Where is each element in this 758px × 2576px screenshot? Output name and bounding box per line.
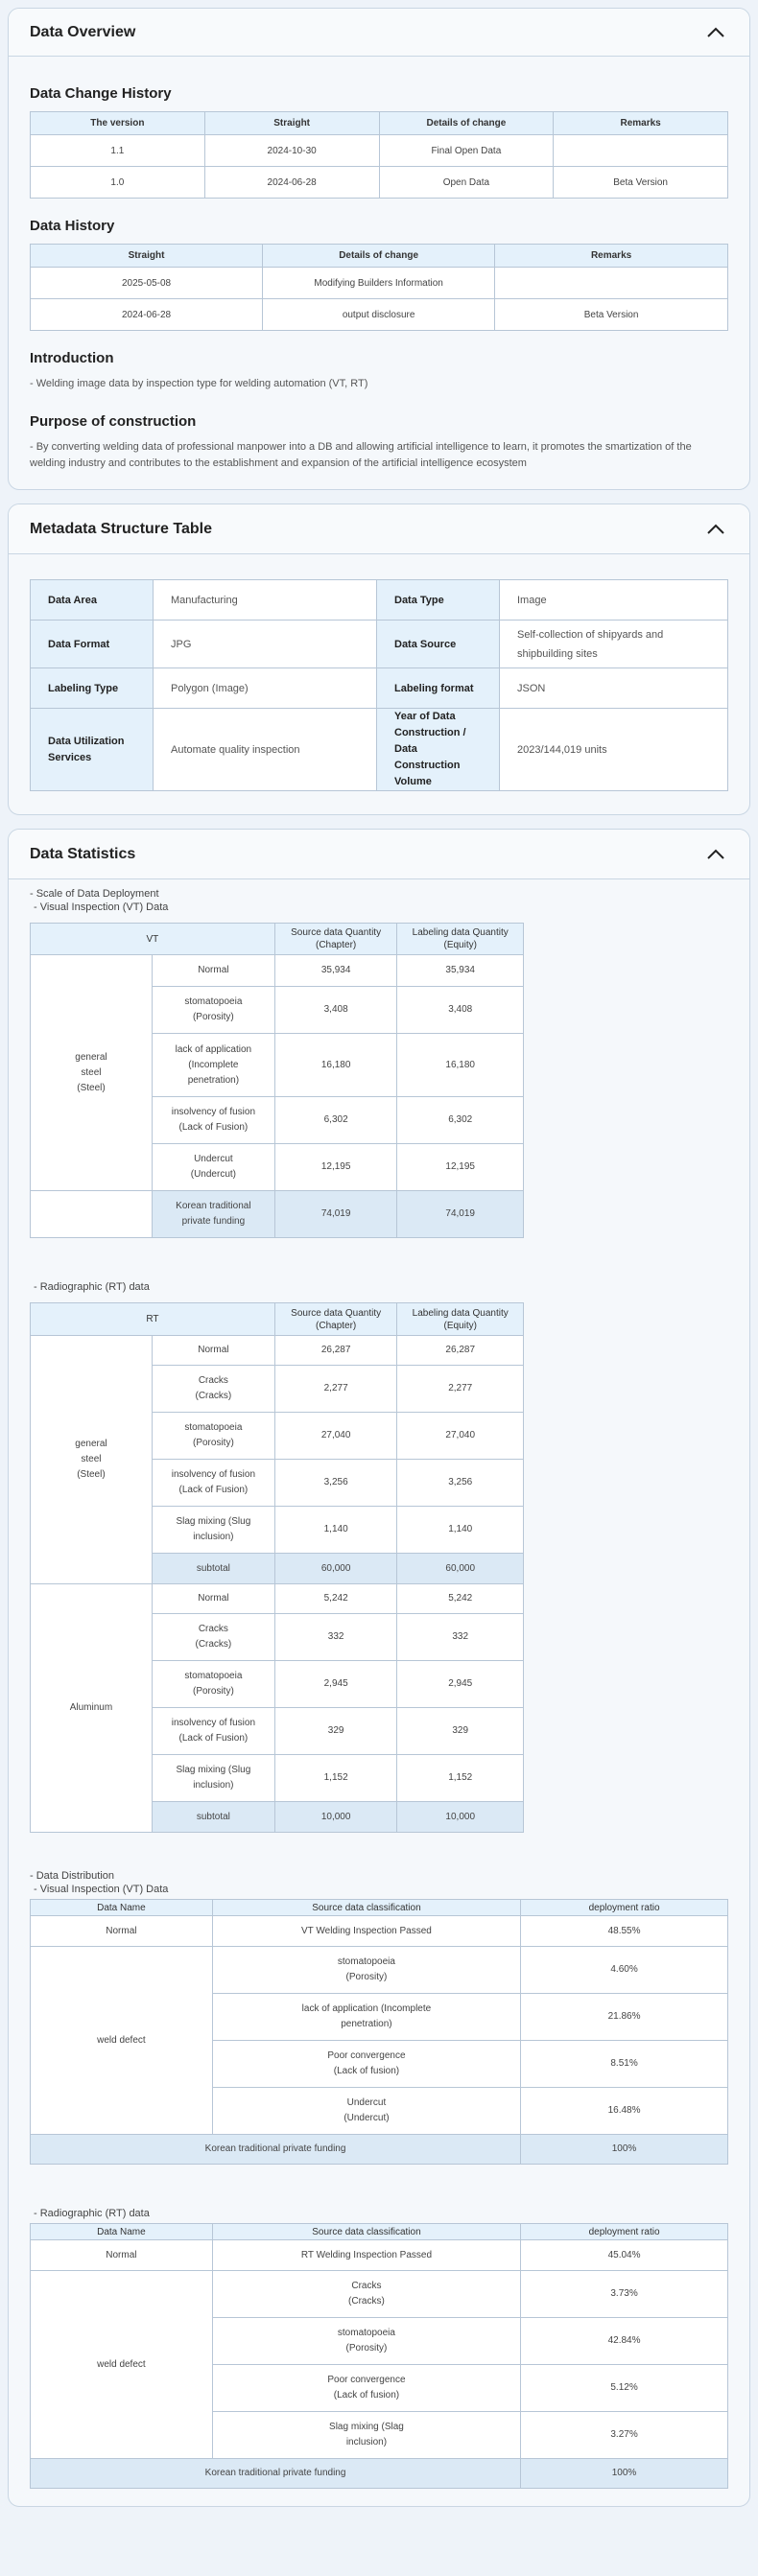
classification-cell: Undercut (Undercut) [212, 2088, 520, 2135]
value-cell: 5,242 [274, 1584, 397, 1614]
panel-title: Data Overview [30, 23, 136, 40]
table-row [31, 2271, 728, 2318]
metadata-table [30, 579, 728, 791]
category-cell: Slag mixing (Slug inclusion) [152, 1755, 274, 1802]
column-header: The version [31, 112, 205, 135]
value-cell: 2,277 [397, 1366, 524, 1413]
ratio-cell: 3.27% [521, 2412, 728, 2459]
meta-value: Polygon (Image) [154, 668, 377, 709]
column-header: VT [31, 924, 275, 955]
category-cell: Cracks (Cracks) [152, 1614, 274, 1661]
total-value: 100% [521, 2135, 728, 2165]
classification-cell: Poor convergence (Lack of fusion) [212, 2365, 520, 2412]
ratio-cell: 3.73% [521, 2271, 728, 2318]
meta-key: Year of Data Construction / Data Construction Volume [377, 709, 500, 791]
data-name-cell: weld defect [31, 2271, 213, 2459]
classification-cell: Slag mixing (Slag inclusion) [212, 2412, 520, 2459]
chevron-up-icon[interactable] [703, 20, 728, 45]
total-row [31, 2135, 728, 2165]
value-cell: 16,180 [397, 1034, 524, 1097]
category-cell: lack of application (Incomplete penetration) [152, 1034, 274, 1097]
table-row [31, 955, 524, 987]
section-title: Data Change History [30, 85, 172, 102]
value-cell: 6,302 [397, 1097, 524, 1144]
rt-distribution-table [30, 2223, 728, 2489]
ratio-cell: 45.04% [521, 2240, 728, 2271]
table-row [31, 2240, 728, 2271]
table-row [31, 299, 728, 331]
category-cell: Normal [152, 1336, 274, 1366]
value-cell: 27,040 [274, 1413, 397, 1460]
subtotal-value: 60,000 [274, 1554, 397, 1584]
section-title: Introduction [30, 350, 114, 366]
statistics-header[interactable] [9, 830, 749, 879]
total-row [31, 1191, 524, 1238]
total-value: 74,019 [397, 1191, 524, 1238]
value-cell: 26,287 [397, 1336, 524, 1366]
vt-dist-label: - Visual Inspection (VT) Data [34, 1884, 169, 1895]
table-cell: Final Open Data [379, 135, 554, 167]
column-header: RT [31, 1303, 275, 1336]
category-cell: stomatopoeia (Porosity) [152, 987, 274, 1034]
ratio-cell: 16.48% [521, 2088, 728, 2135]
meta-value: 2023/144,019 units [500, 709, 728, 791]
classification-cell: stomatopoeia (Porosity) [212, 1947, 520, 1994]
column-header: Source data classification [212, 1900, 520, 1916]
table-cell: Beta Version [495, 299, 728, 331]
table-cell: 1.0 [31, 167, 205, 199]
purpose-text: - By converting welding data of professional manpower into a DB and allowing artificial intelligence to learn, it promotes the smartization of the welding industry and contributes to the establishment and expansion of the artificial intelligence ecosystem [30, 441, 692, 469]
value-cell: 2,277 [274, 1366, 397, 1413]
table-row [31, 621, 728, 668]
category-cell: Normal [152, 1584, 274, 1614]
category-cell: stomatopoeia (Porosity) [152, 1413, 274, 1460]
table-row [31, 580, 728, 621]
table-row [31, 1336, 524, 1366]
statistics-panel [8, 829, 750, 2507]
category-cell: Cracks (Cracks) [152, 1366, 274, 1413]
ratio-cell: 21.86% [521, 1994, 728, 2041]
value-cell: 1,140 [274, 1507, 397, 1554]
value-cell: 2,945 [274, 1661, 397, 1708]
table-row [31, 1916, 728, 1947]
data-history-table [30, 244, 728, 331]
column-header: Labeling data Quantity (Equity) [397, 924, 524, 955]
subtotal-value: 10,000 [397, 1802, 524, 1833]
total-label: Korean traditional private funding [31, 2135, 521, 2165]
section-title: Purpose of construction [30, 413, 197, 430]
category-cell: stomatopoeia (Porosity) [152, 1661, 274, 1708]
value-cell: 35,934 [274, 955, 397, 987]
ratio-cell: 42.84% [521, 2318, 728, 2365]
meta-value: Image [500, 580, 728, 621]
table-cell: 2024-06-28 [204, 167, 379, 199]
vt-distribution-table [30, 1899, 728, 2165]
value-cell: 329 [274, 1708, 397, 1755]
classification-cell: VT Welding Inspection Passed [212, 1916, 520, 1947]
value-cell: 3,256 [274, 1460, 397, 1507]
table-cell [554, 135, 728, 167]
data-name-cell: Normal [31, 1916, 213, 1947]
table-row [31, 1584, 524, 1614]
group-cell: Aluminum [31, 1584, 153, 1833]
rt-scale-label: - Radiographic (RT) data [34, 1281, 150, 1293]
data-overview-header[interactable] [9, 9, 749, 57]
meta-value: JSON [500, 668, 728, 709]
classification-cell: RT Welding Inspection Passed [212, 2240, 520, 2271]
category-cell: insolvency of fusion (Lack of Fusion) [152, 1708, 274, 1755]
change-history-table [30, 111, 728, 199]
vt-scale-label: - Visual Inspection (VT) Data [34, 902, 169, 913]
category-cell: insolvency of fusion (Lack of Fusion) [152, 1097, 274, 1144]
meta-value: Manufacturing [154, 580, 377, 621]
value-cell: 1,152 [274, 1755, 397, 1802]
column-header: deployment ratio [521, 2224, 728, 2240]
value-cell: 6,302 [274, 1097, 397, 1144]
classification-cell: lack of application (Incomplete penetration) [212, 1994, 520, 2041]
classification-cell: Cracks (Cracks) [212, 2271, 520, 2318]
classification-cell: Poor convergence (Lack of fusion) [212, 2041, 520, 2088]
classification-cell: stomatopoeia (Porosity) [212, 2318, 520, 2365]
table-cell: output disclosure [263, 299, 495, 331]
meta-value: Automate quality inspection [154, 709, 377, 791]
value-cell: 332 [274, 1614, 397, 1661]
table-row [31, 668, 728, 709]
column-header: Source data Quantity (Chapter) [274, 1303, 397, 1336]
meta-key: Labeling Type [31, 668, 154, 709]
meta-key: Data Type [377, 580, 500, 621]
meta-key: Data Source [377, 621, 500, 668]
table-row [31, 1947, 728, 1994]
table-cell: 2024-06-28 [31, 299, 263, 331]
value-cell: 329 [397, 1708, 524, 1755]
chevron-up-icon[interactable] [703, 842, 728, 867]
category-cell: Normal [152, 955, 274, 987]
column-header: Straight [31, 245, 263, 268]
subtotal-label: subtotal [152, 1802, 274, 1833]
data-name-cell: Normal [31, 2240, 213, 2271]
table-cell: Beta Version [554, 167, 728, 199]
subtotal-value: 60,000 [397, 1554, 524, 1584]
vt-scale-table [30, 923, 524, 1238]
value-cell: 3,408 [397, 987, 524, 1034]
data-name-cell: weld defect [31, 1947, 213, 2135]
group-cell: general steel (Steel) [31, 955, 153, 1191]
total-row [31, 2459, 728, 2489]
column-header: Remarks [554, 112, 728, 135]
scale-label: - Scale of Data Deployment [30, 888, 159, 900]
metadata-header[interactable] [9, 504, 749, 554]
table-row [31, 268, 728, 299]
column-header: Data Name [31, 1900, 213, 1916]
ratio-cell: 5.12% [521, 2365, 728, 2412]
value-cell: 1,152 [397, 1755, 524, 1802]
value-cell: 26,287 [274, 1336, 397, 1366]
value-cell: 12,195 [397, 1144, 524, 1191]
value-cell: 3,408 [274, 987, 397, 1034]
column-header: Source data classification [212, 2224, 520, 2240]
ratio-cell: 4.60% [521, 1947, 728, 1994]
table-cell: 2024-10-30 [204, 135, 379, 167]
meta-value: JPG [154, 621, 377, 668]
value-cell: 2,945 [397, 1661, 524, 1708]
rt-dist-label: - Radiographic (RT) data [34, 2208, 150, 2219]
total-label: Korean traditional private funding [31, 2459, 521, 2489]
introduction-text: - Welding image data by inspection type for welding automation (VT, RT) [30, 378, 368, 389]
meta-key: Labeling format [377, 668, 500, 709]
meta-key: Data Format [31, 621, 154, 668]
value-cell: 12,195 [274, 1144, 397, 1191]
subtotal-value: 10,000 [274, 1802, 397, 1833]
ratio-cell: 8.51% [521, 2041, 728, 2088]
meta-value: Self-collection of shipyards and shipbuilding sites [500, 621, 728, 668]
value-cell: 16,180 [274, 1034, 397, 1097]
table-cell: 1.1 [31, 135, 205, 167]
category-cell: insolvency of fusion (Lack of Fusion) [152, 1460, 274, 1507]
table-row [31, 167, 728, 199]
column-header: Straight [204, 112, 379, 135]
meta-key: Data Utilization Services [31, 709, 154, 791]
column-header: Source data Quantity (Chapter) [274, 924, 397, 955]
table-row [31, 709, 728, 791]
table-row [31, 135, 728, 167]
table-cell: Modifying Builders Information [263, 268, 495, 299]
total-value: 74,019 [274, 1191, 397, 1238]
value-cell: 3,256 [397, 1460, 524, 1507]
section-title: Data History [30, 218, 115, 234]
column-header: Labeling data Quantity (Equity) [397, 1303, 524, 1336]
group-cell: general steel (Steel) [31, 1336, 153, 1584]
meta-key: Data Area [31, 580, 154, 621]
category-cell: Undercut (Undercut) [152, 1144, 274, 1191]
chevron-up-icon[interactable] [703, 517, 728, 542]
total-value: 100% [521, 2459, 728, 2489]
panel-title: Metadata Structure Table [30, 520, 212, 537]
table-cell: Open Data [379, 167, 554, 199]
data-overview-panel [8, 8, 750, 490]
rt-scale-table [30, 1302, 524, 1833]
value-cell: 5,242 [397, 1584, 524, 1614]
table-cell [495, 268, 728, 299]
table-cell: 2025-05-08 [31, 268, 263, 299]
panel-title: Data Statistics [30, 845, 136, 862]
value-cell: 1,140 [397, 1507, 524, 1554]
column-header: Data Name [31, 2224, 213, 2240]
value-cell: 332 [397, 1614, 524, 1661]
metadata-panel [8, 503, 750, 815]
ratio-cell: 48.55% [521, 1916, 728, 1947]
value-cell: 27,040 [397, 1413, 524, 1460]
column-header: Details of change [263, 245, 495, 268]
column-header: deployment ratio [521, 1900, 728, 1916]
subtotal-label: subtotal [152, 1554, 274, 1584]
value-cell: 35,934 [397, 955, 524, 987]
total-label: Korean traditional private funding [152, 1191, 274, 1238]
distribution-label: - Data Distribution [30, 1870, 115, 1882]
column-header: Details of change [379, 112, 554, 135]
column-header: Remarks [495, 245, 728, 268]
empty-cell [31, 1191, 153, 1238]
category-cell: Slag mixing (Slug inclusion) [152, 1507, 274, 1554]
